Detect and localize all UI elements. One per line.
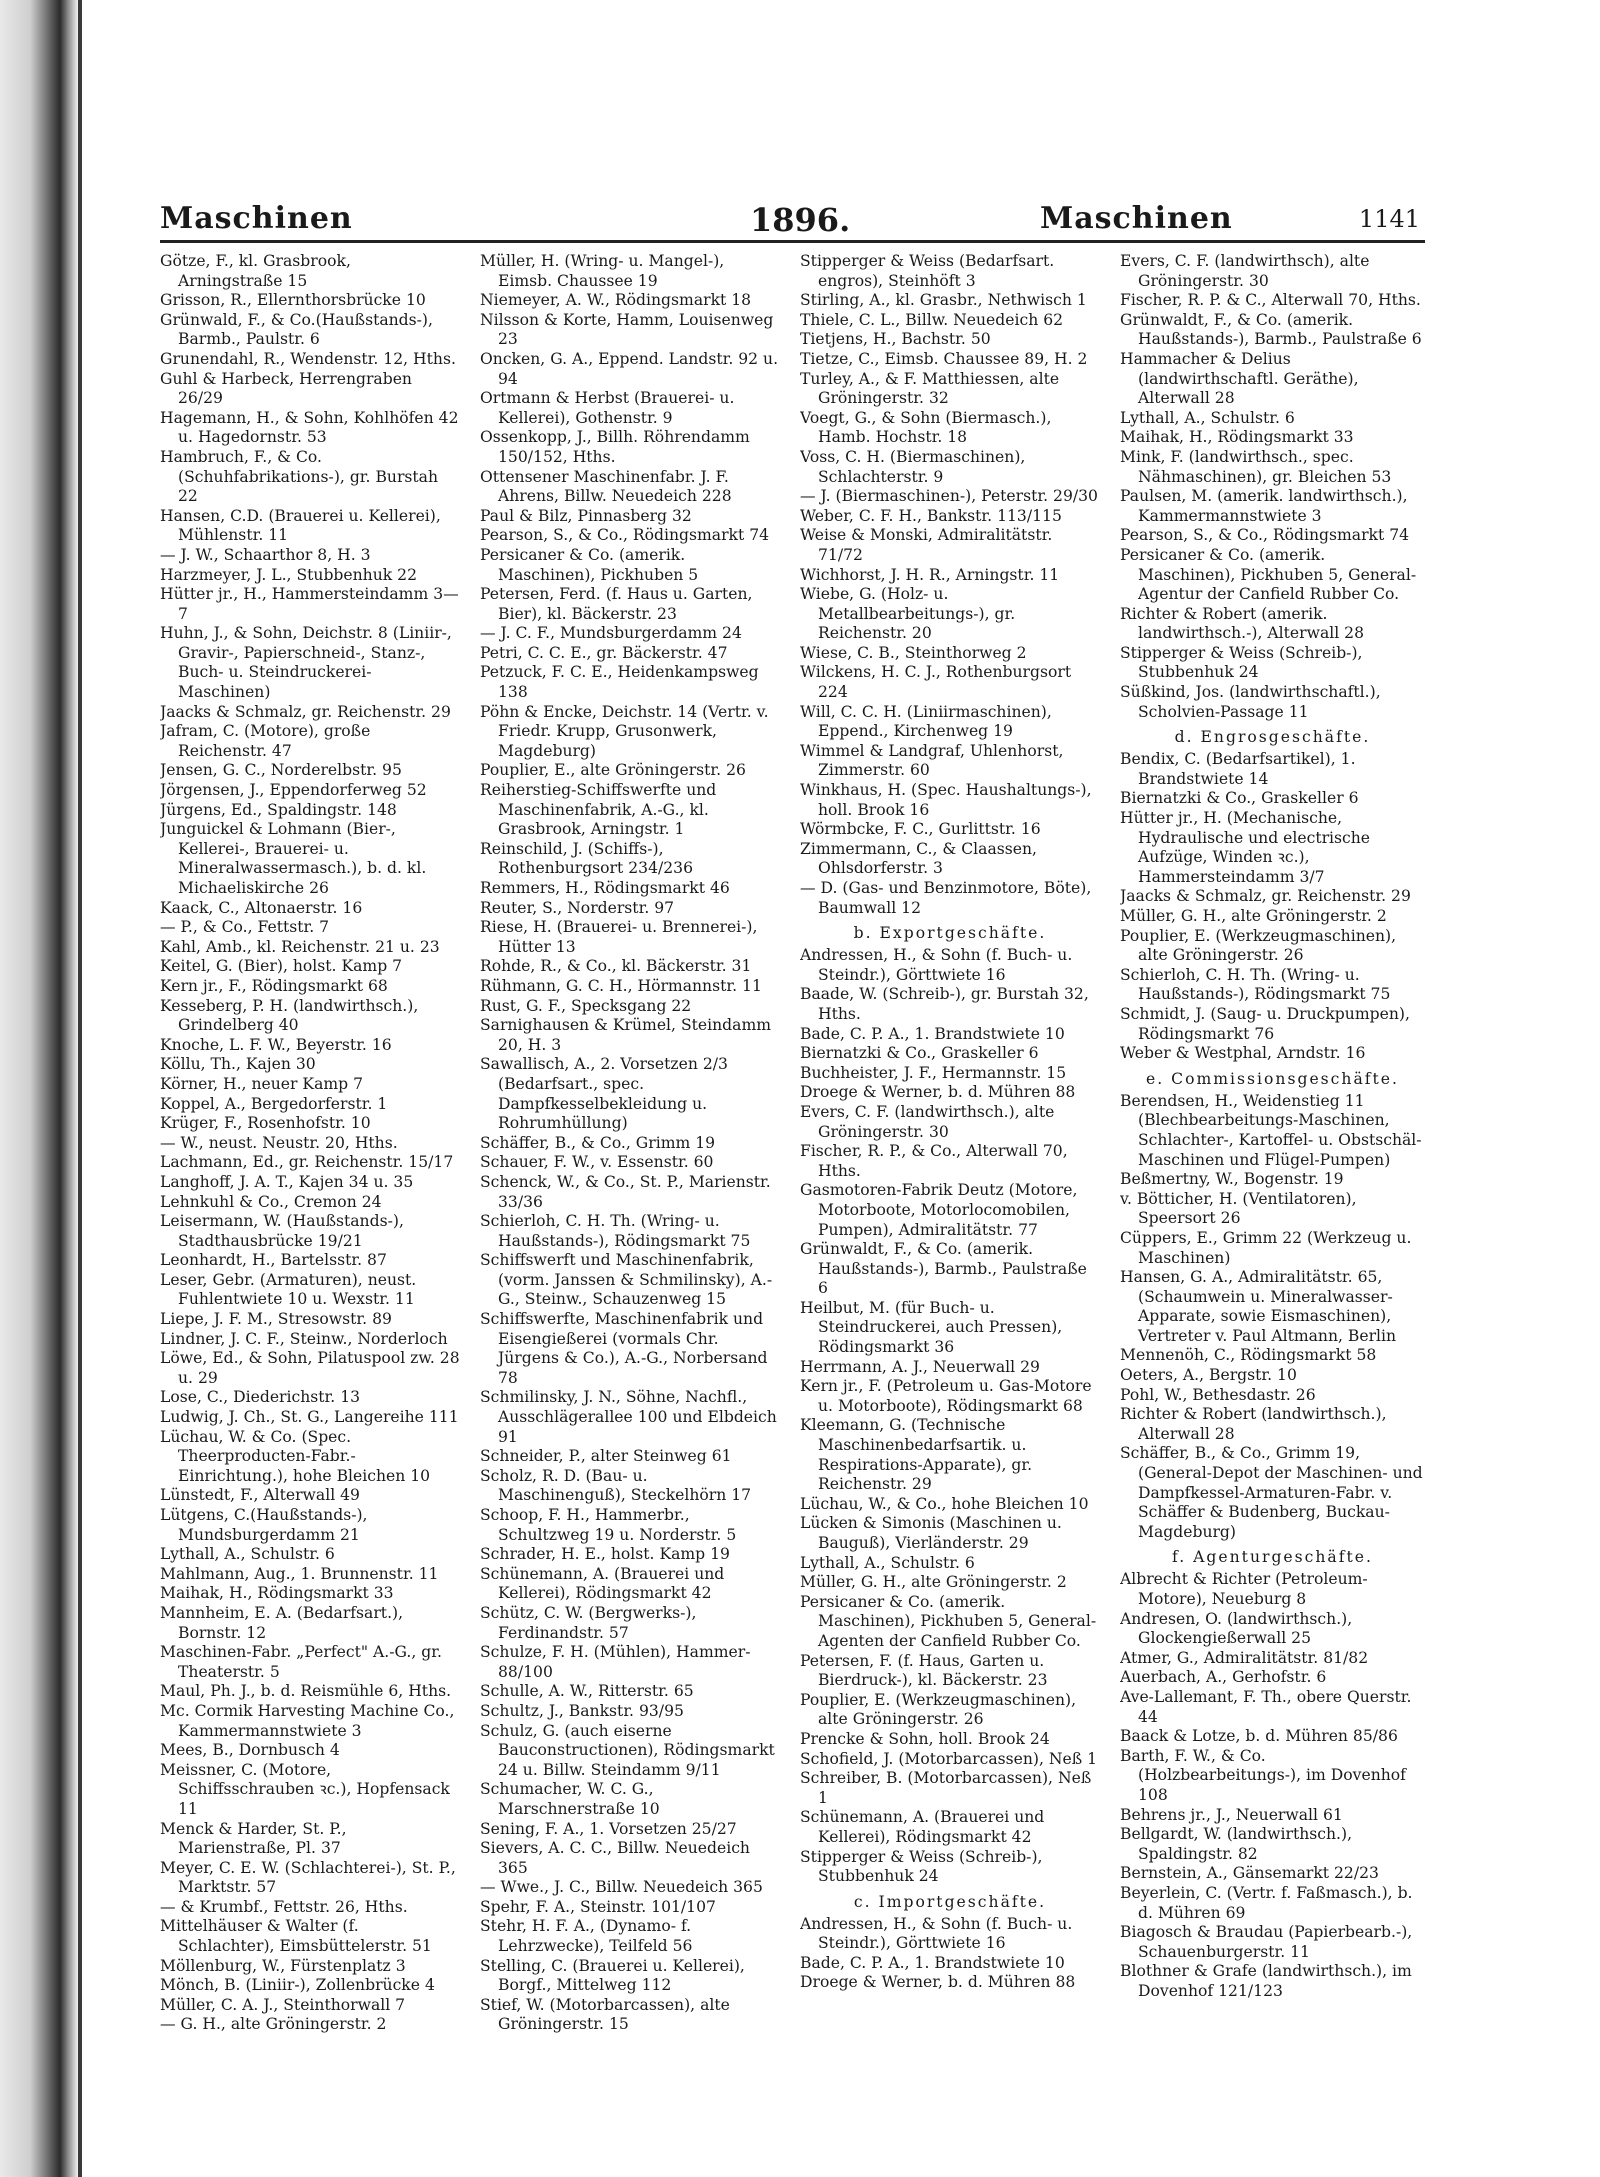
year-label: 1896. bbox=[750, 201, 851, 239]
directory-entry: Guhl & Harbeck, Herrengraben 26/29 bbox=[160, 369, 412, 408]
directory-entry: Lücken & Simonis (Maschinen u. Bauguß), Vierländerstr. 29 bbox=[800, 1514, 1062, 1552]
directory-entry: Maihak, H., Rödingsmarkt 33 bbox=[160, 1584, 394, 1603]
directory-entry: Grisson, R., Ellernthorsbrücke 10 bbox=[160, 291, 426, 310]
directory-entry: Biernatzki & Co., Graskeller 6 bbox=[1120, 789, 1359, 808]
directory-entry: Sarnighausen & Krümel, Steindamm 20, H. 3 bbox=[480, 1016, 772, 1054]
directory-entry: Köllu, Th., Kajen 30 bbox=[160, 1055, 316, 1074]
directory-entry: Lachmann, Ed., gr. Reichenstr. 15/17 bbox=[160, 1153, 454, 1172]
directory-entry: Beyerlein, C. (Vertr. f. Faßmasch.), b. d. Mühren 69 bbox=[1120, 1883, 1413, 1922]
section-heading: c. Importgeschäfte. bbox=[853, 1892, 1047, 1911]
directory-entry: Grünwaldt, F., & Co. (amerik. Haußstands-), Barmb., Paulstraße 6 bbox=[1120, 310, 1422, 349]
directory-entry: Richter & Robert (amerik. landwirthsch.-), Alterwall 28 bbox=[1120, 604, 1365, 643]
directory-entry: Jaacks & Schmalz, gr. Reichenstr. 29 bbox=[160, 702, 451, 721]
directory-entry: Müller, H. (Wring- u. Mangel-), Eimsb. Chaussee 19 bbox=[480, 252, 725, 290]
directory-entry: Schumacher, W. C. G., Marschnerstraße 10 bbox=[480, 1780, 660, 1818]
directory-entry: Riese, H. (Brauerei- u. Brennerei-), Hütter 13 bbox=[480, 918, 758, 956]
directory-entry: Fischer, R. P., & Co., Alterwall 70, Hths. bbox=[800, 1142, 1068, 1180]
directory-entry: — J. W., Schaarthor 8, H. 3 bbox=[160, 545, 371, 564]
directory-columns bbox=[160, 250, 1425, 2040]
directory-entry: Baade, W. (Schreib-), gr. Burstah 32, Hths. bbox=[800, 985, 1089, 1023]
column-3 bbox=[800, 250, 1100, 2040]
directory-entry: Mees, B., Dornbusch 4 bbox=[160, 1741, 340, 1760]
directory-entry: Ludwig, J. Ch., St. G., Langereihe 111 bbox=[160, 1408, 459, 1427]
directory-entry: Schrader, H. E., holst. Kamp 19 bbox=[480, 1545, 730, 1564]
directory-entry: Lüchau, W., & Co., hohe Bleichen 10 bbox=[800, 1494, 1089, 1513]
directory-entry: Kesseberg, P. H. (landwirthsch.), Grindelberg 40 bbox=[160, 996, 419, 1035]
directory-entry: Grunendahl, R., Wendenstr. 12, Hths. bbox=[160, 349, 456, 368]
directory-entry: Schütz, C. W. (Bergwerks-), Ferdinandstr. 57 bbox=[480, 1603, 697, 1642]
directory-entry: Möllenburg, W., Fürstenplatz 3 bbox=[160, 1956, 406, 1975]
directory-entry: Krüger, F., Rosenhofstr. 10 bbox=[160, 1114, 371, 1133]
directory-entry: Leser, Gebr. (Armaturen), neust. Fuhlentwiete 10 u. Wexstr. 11 bbox=[160, 1270, 417, 1309]
directory-entry: Ortmann & Herbst (Brauerei- u. Kellerei), Gothenstr. 9 bbox=[480, 389, 735, 427]
directory-entry: Schenck, W., & Co., St. P., Marienstr. 33/36 bbox=[480, 1172, 771, 1211]
directory-entry: Jaacks & Schmalz, gr. Reichenstr. 29 bbox=[1120, 887, 1411, 906]
directory-entry: Liepe, J. F. M., Stresowstr. 89 bbox=[160, 1310, 392, 1329]
directory-entry: Persicaner & Co. (amerik. Maschinen), Pickhuben 5, General-Agentur der Canfield Rubber Co. bbox=[1120, 545, 1417, 604]
directory-entry: Petzuck, F. C. E., Heidenkampsweg 138 bbox=[480, 663, 759, 702]
directory-entry: Kern jr., F., Rödingsmarkt 68 bbox=[160, 976, 388, 995]
directory-entry: — P., & Co., Fettstr. 7 bbox=[160, 918, 330, 937]
directory-entry: Voegt, G., & Sohn (Biermasch.), Hamb. Hochstr. 18 bbox=[800, 408, 1052, 447]
directory-entry: Schulz, G. (auch eiserne Bauconstructionen), Rödingsmarkt 24 u. Billw. Steindamm 9/11 bbox=[480, 1721, 775, 1779]
directory-entry: Winkhaus, H. (Spec. Haushaltungs-), holl. Brook 16 bbox=[800, 781, 1092, 819]
directory-entry: Lünstedt, F., Alterwall 49 bbox=[160, 1486, 360, 1505]
directory-entry: Jafram, C. (Motore), große Reichenstr. 47 bbox=[160, 722, 371, 760]
page-header bbox=[160, 195, 1420, 245]
directory-entry: Thiele, C. L., Billw. Neuedeich 62 bbox=[800, 310, 1064, 329]
directory-entry: Grünwaldt, F., & Co. (amerik. Haußstands-), Barmb., Paulstraße 6 bbox=[800, 1240, 1087, 1298]
directory-entry: Mink, F. (landwirthsch., spec. Nähmaschinen), gr. Bleichen 53 bbox=[1120, 447, 1392, 486]
directory-entry: Paulsen, M. (amerik. landwirthsch.), Kammermannstwiete 3 bbox=[1120, 487, 1408, 525]
directory-entry: Meissner, C. (Motore, Schiffsschrauben ꝛc.), Hopfensack 11 bbox=[160, 1760, 450, 1818]
directory-entry: Prencke & Sohn, holl. Brook 24 bbox=[800, 1729, 1050, 1748]
directory-entry: Berendsen, H., Weidenstieg 11 (Blechbearbeitungs-Maschinen, Schlachter-, Kartoffel- u. Obstschäl-Maschinen und Flügel-Pumpen) bbox=[1120, 1091, 1422, 1169]
directory-entry: Pouplier, E. (Werkzeugmaschinen), alte Gröningerstr. 26 bbox=[1120, 926, 1397, 965]
directory-entry: Barth, F. W., & Co. (Holzbearbeitungs-), im Dovenhof 108 bbox=[1120, 1746, 1406, 1804]
directory-entry: Petersen, F. (f. Haus, Garten u. Bierdruck-), kl. Bäckerstr. 23 bbox=[800, 1651, 1048, 1690]
directory-entry: Schierloh, C. H. Th. (Wring- u. Haußstands-), Rödingsmarkt 75 bbox=[480, 1212, 751, 1250]
directory-entry: Will, C. C. H. (Liniirmaschinen), Eppend., Kirchenweg 19 bbox=[800, 702, 1052, 741]
directory-entry: Weber & Westphal, Arndstr. 16 bbox=[1120, 1044, 1366, 1063]
directory-entry: Blothner & Grafe (landwirthsch.), im Dovenhof 121/123 bbox=[1120, 1962, 1412, 2000]
directory-entry: — J. (Biermaschinen-), Peterstr. 29/30 bbox=[800, 487, 1098, 506]
directory-entry: Cüppers, E., Grimm 22 (Werkzeug u. Maschinen) bbox=[1120, 1228, 1412, 1267]
directory-entry: Maul, Ph. J., b. d. Reismühle 6, Hths. bbox=[160, 1682, 452, 1701]
directory-entry: Paul & Bilz, Pinnasberg 32 bbox=[480, 506, 692, 525]
directory-entry: Lythall, A., Schulstr. 6 bbox=[1120, 408, 1295, 427]
directory-entry: Menck & Harder, St. P., Marienstraße, Pl. 37 bbox=[160, 1819, 347, 1858]
directory-entry: Mönch, B. (Liniir-), Zollenbrücke 4 bbox=[160, 1976, 435, 1995]
directory-entry: — J. C. F., Mundsburgerdamm 24 bbox=[480, 624, 742, 643]
directory-entry: Pearson, S., & Co., Rödingsmarkt 74 bbox=[480, 526, 770, 545]
section-heading: e. Commissionsgeschäfte. bbox=[1146, 1069, 1399, 1088]
directory-entry: Kern jr., F. (Petroleum u. Gas-Motore u. Motorboote), Rödingsmarkt 68 bbox=[800, 1377, 1092, 1415]
directory-entry: Wiebe, G. (Holz- u. Metallbearbeitungs-), gr. Reichenstr. 20 bbox=[800, 585, 1016, 643]
directory-entry: Mannheim, E. A. (Bedarfsart.), Bornstr. 12 bbox=[160, 1603, 404, 1642]
directory-entry: Behrens jr., J., Neuerwall 61 bbox=[1120, 1805, 1343, 1824]
directory-entry: Stipperger & Weiss (Schreib-), Stubbenhuk 24 bbox=[1120, 643, 1363, 682]
directory-entry: Ave-Lallemant, F. Th., obere Querstr. 44 bbox=[1120, 1687, 1412, 1726]
directory-entry: Mittelhäuser & Walter (f. Schlachter), Eimsbüttelerstr. 51 bbox=[160, 1917, 432, 1956]
directory-entry: Lose, C., Diederichstr. 13 bbox=[160, 1388, 361, 1407]
directory-entry: Droege & Werner, b. d. Mühren 88 bbox=[800, 1973, 1076, 1992]
directory-entry: Petersen, Ferd. (f. Haus u. Garten, Bier), kl. Bäckerstr. 23 bbox=[480, 585, 753, 623]
directory-entry: Hagemann, H., & Sohn, Kohlhöfen 42 u. Hagedornstr. 53 bbox=[160, 408, 459, 447]
directory-entry: — D. (Gas- und Benzinmotore, Böte), Baumwall 12 bbox=[800, 879, 1092, 917]
directory-entry: Voss, C. H. (Biermaschinen), Schlachterstr. 9 bbox=[800, 447, 1026, 486]
directory-entry: Wiese, C. B., Steinthorweg 2 bbox=[800, 643, 1027, 662]
directory-entry: Gasmotoren-Fabrik Deutz (Motore, Motorboote, Motorlocomobilen, Pumpen), Admiralitätstr. 77 bbox=[800, 1181, 1078, 1239]
page-edge bbox=[78, 0, 82, 2177]
directory-entry: Maschinen-Fabr. „Perfect" A.-G., gr. Theaterstr. 5 bbox=[160, 1643, 442, 1681]
directory-entry: Droege & Werner, b. d. Mühren 88 bbox=[800, 1083, 1076, 1102]
directory-entry: Reiherstieg-Schiffswerfte und Maschinenfabrik, A.-G., kl. Grasbrook, Arningstr. 1 bbox=[480, 781, 717, 839]
directory-entry: Schmilinsky, J. N., Söhne, Nachfl., Ausschlägerallee 100 und Elbdeich 91 bbox=[480, 1388, 777, 1446]
directory-entry: Persicaner & Co. (amerik. Maschinen), Pickhuben 5, General-Agenten der Canfield Rubber Co. bbox=[800, 1592, 1097, 1650]
directory-entry: Wimmel & Landgraf, Uhlenhorst, Zimmerstr. 60 bbox=[800, 741, 1064, 780]
directory-entry: Stehr, H. F. A., (Dynamo- f. Lehrzwecke), Teilfeld 56 bbox=[480, 1917, 693, 1956]
directory-entry: Richter & Robert (landwirthsch.), Alterwall 28 bbox=[1120, 1405, 1387, 1443]
directory-entry: Niemeyer, A. W., Rödingsmarkt 18 bbox=[480, 291, 752, 310]
directory-entry: Atmer, G., Admiralitätstr. 81/82 bbox=[1120, 1648, 1369, 1667]
directory-entry: Schäffer, B., & Co., Grimm 19 bbox=[480, 1133, 716, 1152]
directory-entry: Müller, C. A. J., Steinthorwall 7 bbox=[160, 1995, 406, 2014]
directory-entry: Langhoff, J. A. T., Kajen 34 u. 35 bbox=[160, 1172, 414, 1191]
directory-entry: Lüchau, W. & Co. (Spec. Theerproducten-Fabr.-Einrichtung.), hohe Bleichen 10 bbox=[160, 1427, 431, 1485]
directory-entry: Jörgensen, J., Eppendorferweg 52 bbox=[160, 781, 427, 800]
directory-entry: Hansen, G. A., Admiralitätstr. 65, (Schaumwein u. Mineralwasser-Apparate, sowie Eismaschinen), Vertreter v. Paul Altmann, Berlin bbox=[1120, 1268, 1397, 1345]
directory-entry: Hammacher & Delius (landwirthschaftl. Geräthe), Alterwall 28 bbox=[1120, 349, 1359, 408]
directory-entry: Ottensener Maschinenfabr. J. F. Ahrens, Billw. Neuedeich 228 bbox=[480, 467, 732, 506]
directory-entry: Bade, C. P. A., 1. Brandstwiete 10 bbox=[800, 1953, 1065, 1972]
directory-entry: Tietze, C., Eimsb. Chaussee 89, H. 2 bbox=[800, 349, 1088, 368]
directory-entry: Sening, F. A., 1. Vorsetzen 25/27 bbox=[480, 1819, 737, 1838]
directory-entry: Stelling, C. (Brauerei u. Kellerei), Borgf., Mittelweg 112 bbox=[480, 1956, 745, 1995]
directory-entry: Meyer, C. E. W. (Schlachterei-), St. P., Marktstr. 57 bbox=[160, 1858, 456, 1897]
directory-entry: Stipperger & Weiss (Bedarfsart. engros), Steinhöft 3 bbox=[800, 252, 1055, 290]
column-1 bbox=[160, 250, 460, 2040]
directory-entry: Ossenkopp, J., Billh. Röhrendamm 150/152, Hths. bbox=[480, 428, 750, 466]
directory-entry: — W., neust. Neustr. 20, Hths. bbox=[160, 1133, 398, 1152]
directory-entry: Hambruch, F., & Co. (Schuhfabrikations-), gr. Burstah 22 bbox=[160, 447, 439, 506]
directory-entry: Persicaner & Co. (amerik. Maschinen), Pickhuben 5 bbox=[480, 545, 699, 584]
directory-entry: Mc. Cormik Harvesting Machine Co., Kammermannstwiete 3 bbox=[160, 1701, 455, 1740]
directory-entry: Baack & Lotze, b. d. Mühren 85/86 bbox=[1120, 1727, 1398, 1746]
directory-entry: Körner, H., neuer Kamp 7 bbox=[160, 1074, 364, 1093]
directory-entry: Lütgens, C.(Haußstands-), Mundsburgerdamm 21 bbox=[160, 1506, 368, 1544]
directory-entry: Auerbach, A., Gerhofstr. 6 bbox=[1120, 1668, 1327, 1687]
directory-entry: Kaack, C., Altonaerstr. 16 bbox=[160, 898, 363, 917]
directory-entry: Leisermann, W. (Haußstands-), Stadthausbrücke 19/21 bbox=[160, 1212, 404, 1250]
directory-entry: Scholz, R. D. (Bau- u. Maschinenguß), Steckelhörn 17 bbox=[480, 1466, 752, 1505]
directory-entry: Biernatzki & Co., Graskeller 6 bbox=[800, 1044, 1039, 1063]
directory-entry: Bernstein, A., Gänsemarkt 22/23 bbox=[1120, 1864, 1379, 1883]
directory-entry: Schofield, J. (Motorbarcassen), Neß 1 bbox=[800, 1749, 1098, 1768]
directory-entry: Stief, W. (Motorbarcassen), alte Gröningerstr. 15 bbox=[480, 1995, 730, 2034]
header-rule bbox=[160, 240, 1425, 243]
directory-entry: Knoche, L. F. W., Beyerstr. 16 bbox=[160, 1035, 392, 1054]
directory-entry: — & Krumbf., Fettstr. 26, Hths. bbox=[160, 1897, 408, 1916]
directory-entry: Jürgens, Ed., Spaldingstr. 148 bbox=[160, 800, 397, 819]
directory-entry: Kahl, Amb., kl. Reichenstr. 21 u. 23 bbox=[160, 937, 440, 956]
directory-entry: Lythall, A., Schulstr. 6 bbox=[160, 1545, 335, 1564]
directory-entry: Schoop, F. H., Hammerbr., Schultzweg 19 u. Norderstr. 5 bbox=[480, 1506, 737, 1544]
directory-entry: Schierloh, C. H. Th. (Wring- u. Haußstands-), Rödingsmarkt 75 bbox=[1120, 965, 1391, 1004]
directory-entry: Pouplier, E. (Werkzeugmaschinen), alte Gröningerstr. 26 bbox=[800, 1690, 1077, 1729]
section-heading: b. Exportgeschäfte. bbox=[853, 924, 1047, 943]
directory-entry: Maihak, H., Rödingsmarkt 33 bbox=[1120, 428, 1354, 447]
directory-entry: Andresen, O. (landwirthsch.), Glockengießerwall 25 bbox=[1120, 1609, 1353, 1648]
directory-entry: Hütter jr., H., Hammersteindamm 3—7 bbox=[160, 585, 459, 623]
directory-entry: Bellgardt, W. (landwirthsch.), Spaldingstr. 82 bbox=[1120, 1825, 1353, 1863]
directory-entry: Götze, F., kl. Grasbrook, Arningstraße 15 bbox=[160, 252, 351, 290]
directory-entry: Leonhardt, H., Bartelsstr. 87 bbox=[160, 1251, 387, 1270]
directory-entry: Wörmbcke, F. C., Gurlittstr. 16 bbox=[800, 820, 1041, 839]
directory-entry: Süßkind, Jos. (landwirthschaftl.), Scholvien-Passage 11 bbox=[1120, 683, 1381, 721]
section-heading: d. Engrosgeschäfte. bbox=[1174, 728, 1371, 747]
directory-entry: Buchheister, J. F., Hermannstr. 15 bbox=[800, 1063, 1067, 1082]
directory-entry: Schulze, F. H. (Mühlen), Hammer-88/100 bbox=[480, 1643, 751, 1681]
directory-entry: Grünwald, F., & Co.(Haußstands-), Barmb., Paulstr. 6 bbox=[160, 310, 433, 349]
column-2 bbox=[480, 250, 780, 2040]
directory-entry: Junguickel & Lohmann (Bier-, Kellerei-, Brauerei- u. Mineralwassermasch.), b. d. kl. Michaeliskirche 26 bbox=[160, 820, 427, 897]
directory-entry: Keitel, G. (Bier), holst. Kamp 7 bbox=[160, 957, 403, 976]
book-spine bbox=[0, 0, 78, 2177]
directory-entry: Müller, G. H., alte Gröningerstr. 2 bbox=[1120, 907, 1387, 925]
directory-entry: Harzmeyer, J. L., Stubbenhuk 22 bbox=[160, 565, 418, 584]
directory-entry: Pöhn & Encke, Deichstr. 14 (Vertr. v. Friedr. Krupp, Grusonwerk, Magdeburg) bbox=[480, 702, 769, 760]
directory-entry: Schünemann, A. (Brauerei und Kellerei), Rödingsmarkt 42 bbox=[480, 1564, 725, 1603]
directory-entry: Tietjens, H., Bachstr. 50 bbox=[800, 330, 991, 349]
directory-entry: Lehnkuhl & Co., Cremon 24 bbox=[160, 1192, 382, 1211]
directory-entry: Rust, G. F., Specksgang 22 bbox=[480, 996, 692, 1015]
directory-entry: Schiffswerfte, Maschinenfabrik und Eisengießerei (vormals Chr. Jürgens & Co.), A.-G., Norbersand 78 bbox=[480, 1310, 768, 1387]
directory-entry: Sawallisch, A., 2. Vorsetzen 2/3 (Bedarfsart., spec. Dampfkesselbekleidung u. Rohrumhüllung) bbox=[480, 1055, 728, 1133]
directory-entry: — Wwe., J. C., Billw. Neuedeich 365 bbox=[480, 1878, 763, 1897]
directory-entry: Schünemann, A. (Brauerei und Kellerei), Rödingsmarkt 42 bbox=[800, 1808, 1045, 1846]
running-title-right: Maschinen bbox=[1040, 201, 1233, 236]
directory-entry: Andressen, H., & Sohn (f. Buch- u. Steindr.), Görttwiete 16 bbox=[800, 946, 1073, 984]
directory-entry: Schultz, J., Bankstr. 93/95 bbox=[480, 1701, 684, 1720]
directory-entry: Rohde, R., & Co., kl. Bäckerstr. 31 bbox=[480, 957, 752, 976]
directory-entry: Evers, C. F. (landwirthsch.), alte Gröningerstr. 30 bbox=[800, 1102, 1055, 1141]
directory-entry: Turley, A., & F. Matthiessen, alte Gröningerstr. 32 bbox=[800, 369, 1060, 408]
directory-entry: Reuter, S., Norderstr. 97 bbox=[480, 898, 675, 917]
directory-entry: Schmidt, J. (Saug- u. Druckpumpen), Rödingsmarkt 76 bbox=[1120, 1004, 1410, 1043]
directory-entry: Albrecht & Richter (Petroleum-Motore), Neueburg 8 bbox=[1120, 1570, 1368, 1608]
directory-entry: Nilsson & Korte, Hamm, Louisenweg 23 bbox=[480, 310, 774, 349]
directory-entry: Fischer, R. P. & C., Alterwall 70, Hths. bbox=[1120, 291, 1421, 310]
directory-entry: Zimmermann, C., & Claassen, Ohlsdorferstr. 3 bbox=[800, 839, 1037, 878]
directory-entry: Löwe, Ed., & Sohn, Pilatuspool zw. 28 u. 29 bbox=[160, 1349, 460, 1387]
directory-entry: Schulle, A. W., Ritterstr. 65 bbox=[480, 1682, 694, 1701]
directory-entry: Schneider, P., alter Steinweg 61 bbox=[480, 1447, 732, 1466]
directory-entry: Stirling, A., kl. Grasbr., Nethwisch 1 bbox=[800, 291, 1087, 310]
directory-entry: Wichhorst, J. H. R., Arningstr. 11 bbox=[800, 565, 1060, 584]
running-title-left: Maschinen bbox=[160, 201, 353, 236]
page-number: 1141 bbox=[1358, 205, 1420, 233]
directory-entry: Müller, G. H., alte Gröningerstr. 2 bbox=[800, 1573, 1067, 1592]
directory-entry: Lythall, A., Schulstr. 6 bbox=[800, 1553, 975, 1572]
directory-entry: — G. H., alte Gröningerstr. 2 bbox=[160, 2015, 387, 2034]
directory-entry: Spehr, F. A., Steinstr. 101/107 bbox=[480, 1897, 716, 1916]
directory-entry: Reinschild, J. (Schiffs-), Rothenburgsort 234/236 bbox=[480, 839, 694, 878]
directory-entry: Rühmann, G. C. H., Hörmannstr. 11 bbox=[480, 976, 762, 995]
directory-entry: Mennenöh, C., Rödingsmarkt 58 bbox=[1120, 1346, 1377, 1365]
directory-entry: Koppel, A., Bergedorferstr. 1 bbox=[160, 1094, 388, 1113]
directory-entry: Pohl, W., Bethesdastr. 26 bbox=[1120, 1385, 1316, 1404]
directory-entry: Schauer, F. W., v. Essenstr. 60 bbox=[480, 1153, 714, 1172]
directory-entry: Stipperger & Weiss (Schreib-), Stubbenhuk 24 bbox=[800, 1847, 1043, 1886]
directory-entry: Huhn, J., & Sohn, Deichstr. 8 (Liniir-, Gravir-, Papierschneid-, Stanz-, Buch- u. Steindruckerei-Maschinen) bbox=[160, 624, 452, 702]
directory-entry: Andressen, H., & Sohn (f. Buch- u. Steindr.), Görttwiete 16 bbox=[800, 1914, 1073, 1953]
directory-entry: v. Bötticher, H. (Ventilatoren), Speersort 26 bbox=[1120, 1189, 1357, 1228]
directory-entry: Beßmertny, W., Bogenstr. 19 bbox=[1120, 1170, 1344, 1189]
directory-entry: Kleemann, G. (Technische Maschinenbedarfsartik. u. Respirations-Apparate), gr. Reichenstr. 29 bbox=[800, 1416, 1033, 1494]
directory-entry: Weise & Monski, Admiralitätstr. 71/72 bbox=[800, 526, 1053, 564]
directory-entry: Schäffer, B., & Co., Grimm 19, (General-Depot der Maschinen- und Dampfkessel-Armaturen-Fabr. v. Schäffer & Budenberg, Buckau-Magdeburg) bbox=[1120, 1444, 1423, 1541]
directory-entry: Wilckens, H. C. J., Rothenburgsort 224 bbox=[800, 663, 1072, 702]
directory-entry: Heilbut, M. (für Buch- u. Steindruckerei, auch Pressen), Rödingsmarkt 36 bbox=[800, 1298, 1063, 1357]
directory-entry: Mahlmann, Aug., 1. Brunnenstr. 11 bbox=[160, 1564, 439, 1583]
directory-entry: Remmers, H., Rödingsmarkt 46 bbox=[480, 879, 730, 897]
directory-entry: Sievers, A. C. C., Billw. Neuedeich 365 bbox=[480, 1839, 750, 1877]
directory-entry: Schiffswerft und Maschinenfabrik, (vorm. Janssen & Schmilinsky), A.-G., Steinw., Schauzenweg 15 bbox=[480, 1251, 773, 1309]
directory-entry: Oncken, G. A., Eppend. Landstr. 92 u. 94 bbox=[480, 349, 779, 388]
directory-entry: Lindner, J. C. F., Steinw., Norderloch bbox=[160, 1329, 448, 1348]
directory-entry: Pearson, S., & Co., Rödingsmarkt 74 bbox=[1120, 526, 1410, 545]
directory-entry: Bendix, C. (Bedarfsartikel), 1. Brandstwiete 14 bbox=[1120, 750, 1356, 788]
directory-entry: Petri, C. C. E., gr. Bäckerstr. 47 bbox=[480, 643, 728, 662]
directory-entry: Bade, C. P. A., 1. Brandstwiete 10 bbox=[800, 1024, 1065, 1043]
directory-entry: Biagosch & Braudau (Papierbearb.-), Schauenburgerstr. 11 bbox=[1120, 1923, 1413, 1961]
directory-entry: Jensen, G. C., Norderelbstr. 95 bbox=[160, 761, 402, 780]
directory-entry: Pouplier, E., alte Gröningerstr. 26 bbox=[480, 761, 746, 780]
directory-entry: Hansen, C.D. (Brauerei u. Kellerei), Mühlenstr. 11 bbox=[160, 506, 441, 545]
directory-entry: Herrmann, A. J., Neuerwall 29 bbox=[800, 1357, 1040, 1376]
column-4 bbox=[1120, 250, 1425, 2040]
directory-entry: Oeters, A., Bergstr. 10 bbox=[1120, 1366, 1297, 1385]
directory-entry: Weber, C. F. H., Bankstr. 113/115 bbox=[800, 506, 1062, 525]
directory-entry: Schreiber, B. (Motorbarcassen), Neß 1 bbox=[800, 1769, 1092, 1807]
directory-entry: Evers, C. F. (landwirthsch), alte Gröningerstr. 30 bbox=[1120, 252, 1370, 290]
directory-entry: Hütter jr., H. (Mechanische, Hydraulische und electrische Aufzüge, Winden ꝛc.), Hammersteindamm 3/7 bbox=[1120, 809, 1371, 886]
section-heading: f. Agenturgeschäfte. bbox=[1172, 1548, 1373, 1567]
